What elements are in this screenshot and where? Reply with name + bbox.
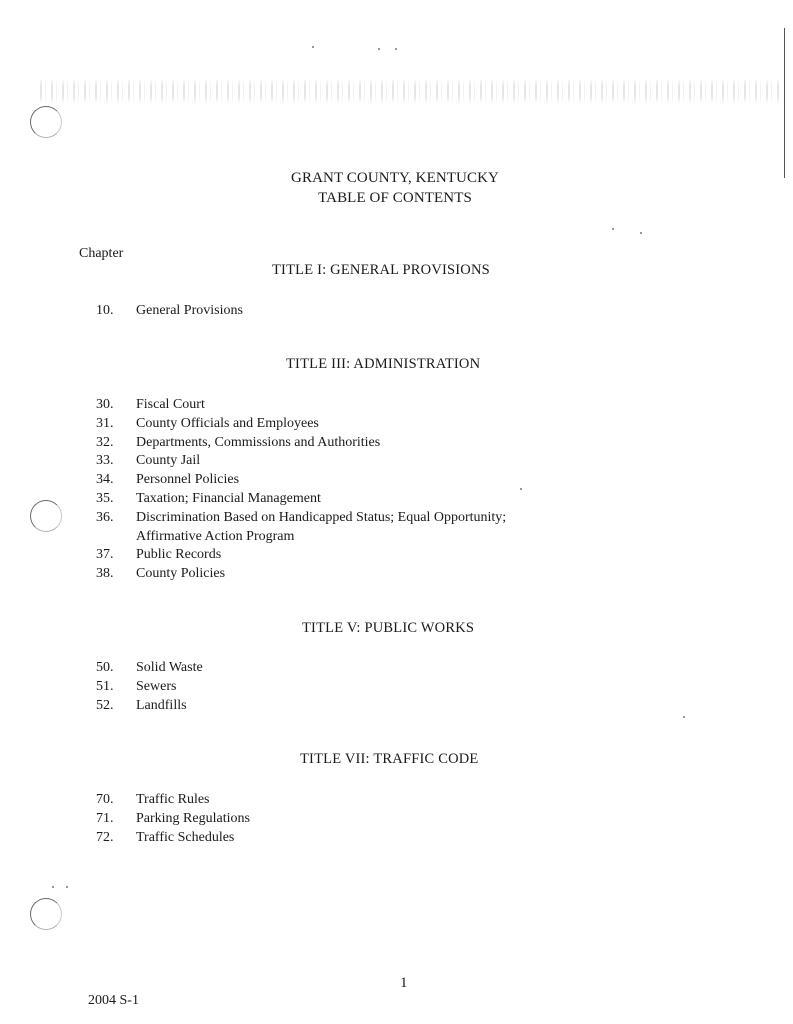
chapter-title: Public Records	[136, 547, 222, 563]
toc-item-chapter-70[interactable]	[96, 791, 250, 810]
scan-speck	[66, 886, 68, 888]
scan-noise-band	[40, 78, 780, 104]
toc-item-chapter-30[interactable]	[96, 396, 506, 415]
chapter-number: 38.	[96, 566, 114, 582]
toc-list-title-3	[96, 396, 506, 584]
chapter-title: Affirmative Action Program	[136, 528, 295, 544]
toc-item-chapter-72[interactable]	[96, 829, 250, 848]
toc-list-title-5	[96, 659, 203, 715]
toc-item-chapter-36-continued[interactable]	[96, 528, 506, 547]
toc-list-title-7	[96, 791, 250, 847]
toc-item-chapter-52[interactable]	[96, 697, 203, 716]
chapter-number: 72.	[96, 829, 114, 845]
title-line-2: TABLE OF CONTENTS	[318, 190, 472, 206]
toc-item-chapter-32[interactable]	[96, 434, 506, 453]
scan-speck	[612, 228, 614, 230]
section-heading-title-7: TITLE VII: TRAFFIC CODE	[300, 751, 479, 767]
toc-item-chapter-71[interactable]	[96, 810, 250, 829]
scan-speck	[395, 48, 397, 50]
chapter-number: 36.	[96, 509, 114, 525]
chapter-number: 34.	[96, 472, 114, 488]
toc-item-chapter-33[interactable]	[96, 452, 506, 471]
chapter-number: 33.	[96, 453, 114, 469]
chapter-number: 31.	[96, 415, 114, 431]
chapter-number: 52.	[96, 697, 114, 713]
punch-hole-top	[30, 106, 62, 138]
scan-speck	[520, 488, 522, 490]
chapter-title: Traffic Rules	[136, 792, 210, 807]
chapter-title: Sewers	[136, 678, 177, 694]
toc-item-chapter-50[interactable]	[96, 659, 203, 678]
footer-supplement-code: 2004 S-1	[88, 993, 139, 1008]
section-heading-title-1: TITLE I: GENERAL PROVISIONS	[272, 262, 490, 278]
scan-speck	[640, 232, 642, 234]
section-heading-title-5: TITLE V: PUBLIC WORKS	[302, 620, 475, 636]
toc-list-title-1	[96, 302, 243, 321]
chapter-title: Parking Regulations	[136, 810, 250, 826]
chapter-title: County Jail	[136, 453, 201, 469]
document-title	[200, 168, 590, 208]
page-number: 1	[400, 975, 408, 991]
chapter-label: Chapter	[79, 246, 124, 261]
toc-item-chapter-51[interactable]	[96, 678, 203, 697]
toc-item-chapter-31[interactable]	[96, 415, 506, 434]
chapter-number	[96, 528, 136, 547]
chapter-number: 70.	[96, 792, 114, 807]
chapter-number: 10.	[96, 303, 114, 318]
toc-item-chapter-35[interactable]	[96, 490, 506, 509]
toc-item-chapter-34[interactable]	[96, 471, 506, 490]
chapter-title: Traffic Schedules	[136, 829, 235, 845]
scan-speck	[683, 716, 685, 718]
chapter-title: Fiscal Court	[136, 397, 205, 412]
punch-hole-bottom	[30, 898, 62, 930]
chapter-title: County Policies	[136, 566, 226, 582]
chapter-title: General Provisions	[136, 303, 243, 318]
chapter-number: 71.	[96, 810, 114, 826]
scan-speck	[52, 886, 54, 888]
chapter-number: 37.	[96, 547, 114, 563]
chapter-title: Personnel Policies	[136, 472, 240, 488]
scan-speck	[378, 48, 380, 50]
chapter-number: 32.	[96, 434, 114, 450]
chapter-title: Taxation; Financial Management	[136, 490, 321, 506]
chapter-title: Discrimination Based on Handicapped Status; Equal Opportunity;	[136, 509, 507, 525]
toc-item-chapter-36[interactable]	[96, 509, 506, 528]
scan-speck	[312, 46, 314, 48]
chapter-number: 50.	[96, 660, 114, 675]
toc-item-chapter-10[interactable]	[96, 302, 243, 321]
chapter-number: 35.	[96, 490, 114, 506]
punch-hole-middle	[30, 500, 62, 532]
section-heading-title-3: TITLE III: ADMINISTRATION	[286, 356, 481, 372]
toc-item-chapter-37[interactable]	[96, 546, 506, 565]
chapter-title: County Officials and Employees	[136, 415, 319, 431]
chapter-title: Departments, Commissions and Authorities	[136, 434, 381, 450]
chapter-title: Landfills	[136, 697, 187, 713]
scan-edge-line	[784, 28, 786, 178]
chapter-number: 30.	[96, 397, 114, 412]
toc-item-chapter-38[interactable]	[96, 565, 506, 584]
chapter-title: Solid Waste	[136, 660, 203, 675]
title-line-1: GRANT COUNTY, KENTUCKY	[291, 170, 499, 186]
chapter-number: 51.	[96, 678, 114, 694]
